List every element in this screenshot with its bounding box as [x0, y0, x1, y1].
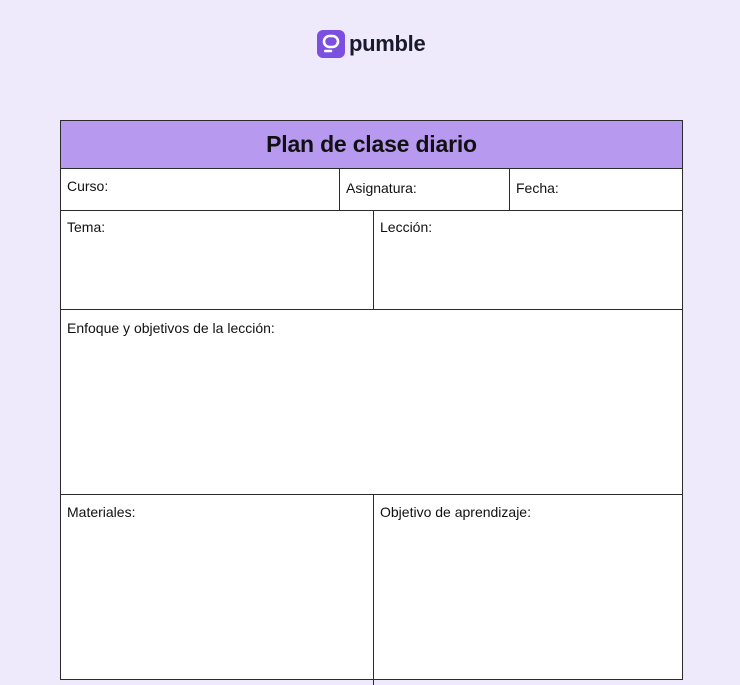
focus-objectives-label: Enfoque y objetivos de la lección:: [67, 320, 275, 336]
title-bar: [61, 121, 682, 169]
lesson-label: Lección:: [380, 219, 433, 235]
topic-label: Tema:: [67, 219, 106, 235]
pumble-logo-icon: [317, 30, 345, 58]
course-label: Curso:: [67, 178, 109, 194]
materials-label: Materiales:: [67, 504, 136, 520]
learning-objective-field[interactable]: [373, 495, 682, 685]
page-title: Plan de clase diario: [266, 131, 477, 157]
focus-row: [61, 310, 682, 495]
subject-label: Asignatura:: [346, 180, 417, 196]
date-field[interactable]: [509, 169, 682, 210]
materials-row: [61, 495, 682, 685]
materials-field[interactable]: [61, 495, 373, 685]
focus-objectives-field[interactable]: [61, 310, 682, 494]
lesson-plan-sheet: [60, 120, 683, 680]
brand-name: pumble: [349, 31, 426, 56]
course-field[interactable]: [61, 169, 339, 210]
topic-field[interactable]: [61, 211, 373, 309]
subject-field[interactable]: [339, 169, 509, 210]
date-label: Fecha:: [516, 180, 559, 196]
topic-row: [61, 211, 682, 310]
pumble-logo: [317, 30, 425, 58]
lesson-field[interactable]: [373, 211, 682, 309]
info-row: [61, 169, 682, 211]
learning-objective-label: Objetivo de aprendizaje:: [380, 504, 531, 520]
